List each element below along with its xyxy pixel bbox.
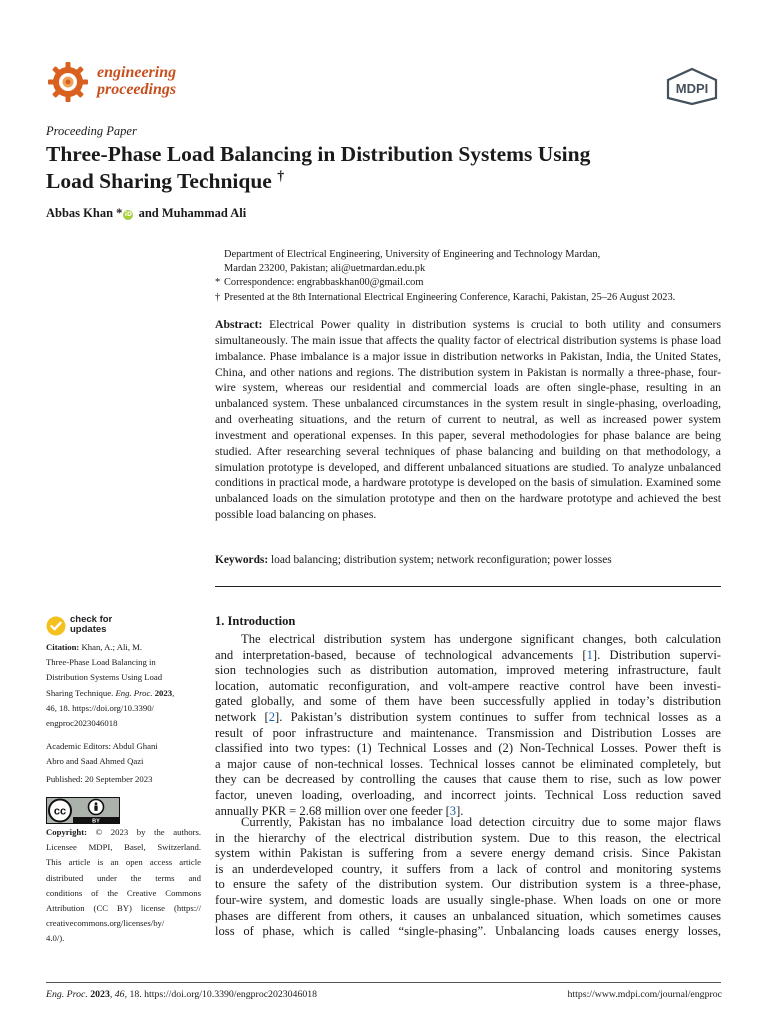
keywords-label: Keywords:	[215, 554, 269, 566]
copyright-line: © 2023 by the authors.	[87, 827, 201, 837]
cc-label: cc	[53, 805, 67, 818]
body-line: factor, uneven loading, overloading, and incorrect joints. Technical Loss reduction saved	[215, 787, 721, 802]
abstract-text: Electrical Power quality in distribution systems is crucial to both utility and consumers simultaneously. The main issue that affects the quality factor of electrical distribution systems is phase load imbalance. Phase imbalance is a major issue in distribution networks in Pakistan, India, the United States, China, and other nations and regions. The distribution system in Pakistan is normally a three-phase, four-wire system, whereas our residential and commercial loads are often single-phase, resulting in an unbalanced system. These unbalanced circumstances in the system result in single-phasing, overloading, and overheating situations, and the return of current to neutral, as well as increased power system investment and operational expenses. In this paper, several methodologies for phase balance are being studied. After researching several techniques of phase balancing and building on that methodology, a simulation prototype is developed, and different unbalanced situations are studied. To analyze unbalanced conditions in practical mode, a hardware prototype is developed on the basis of simulation. Examined some unbalanced loads on the simulation prototype and then on the hardware prototype and achieved the best possible load balancing on phases.	[215, 318, 721, 522]
orcid-icon[interactable]: iD	[124, 211, 132, 218]
footer-citation	[46, 989, 317, 1000]
body-line: classified into two types: (1) Technical Losses and (2) Non-Technical Losses. Power theft is	[215, 741, 721, 756]
journal-name-line2: proceedings	[97, 81, 177, 98]
presented-mark: †	[215, 291, 221, 303]
citation-doi-line[interactable]: 46, 18. https://doi.org/10.3390/	[46, 702, 154, 713]
check-line2: updates	[70, 624, 107, 635]
footer-volume: , 46	[109, 989, 125, 1000]
citation-block	[46, 640, 201, 731]
body-line: a major cause of non-technical losses. Technical losses cannot be eliminated completely, but	[215, 756, 721, 771]
correspondence-mark: *	[215, 277, 221, 289]
body-text: ].	[456, 803, 464, 818]
check-for-updates-icon[interactable]	[46, 616, 66, 636]
intro-paragraph-2	[215, 815, 721, 940]
journal-name-line1: engineering	[97, 64, 177, 81]
citation-line: Distribution Systems Using Load	[46, 672, 163, 683]
editors-line: Academic Editors: Abdul Ghani	[46, 741, 158, 751]
body-line: they can be decreased by controlling the causes that cause them to rise, such as low power	[215, 772, 721, 787]
published-date	[46, 772, 201, 787]
body-line: loss of phase, which is called “single-phasing”. Unbalancing loads causes energy losses,	[215, 924, 721, 939]
copyright-line: conditions of the Creative Commons	[46, 887, 201, 898]
footer-journal-url[interactable]: https://www.mdpi.com/journal/engproc	[567, 989, 722, 1000]
body-text: ]. Distribution supervi-	[592, 647, 722, 662]
copyright-line: Licensee MDPI, Basel, Switzerland.	[46, 842, 201, 853]
check-line1: check for	[70, 614, 113, 625]
body-line: gated globally, and some of them have been successfully applied in today’s distribution	[215, 694, 721, 709]
body-line: The electrical distribution system has undergone significant changes, both calculation	[241, 632, 721, 646]
paper-title	[46, 141, 696, 195]
citation-comma: ,	[172, 687, 175, 698]
copyright-line: This article is an open access article	[46, 857, 201, 868]
abstract-label: Abstract:	[215, 318, 263, 331]
correspondence-email[interactable]: Correspondence: engrabbaskhan00@gmail.com	[224, 277, 424, 289]
author-list	[46, 206, 246, 221]
body-line: four-wire system, and domestic loads are usually single-phase. When loads on one or more	[215, 892, 721, 907]
cc-by-license-icon[interactable]	[46, 797, 120, 824]
author-abbas-khan[interactable]: Abbas Khan *	[46, 206, 123, 220]
body-text: ]. Pakistan’s distribution system continues to suffer from technical losses as a	[275, 709, 721, 724]
keywords	[215, 553, 721, 568]
by-label: BY	[92, 818, 100, 824]
copyright-line[interactable]: Attribution (CC BY) license (https://	[46, 903, 201, 914]
affiliation-dept-line2: Mardan 23200, Pakistan; ali@uetmardan.edu.pk	[224, 263, 426, 275]
copyright-line: distributed under the terms and	[46, 872, 201, 883]
citation-line: Khan, A.; Ali, M.	[79, 642, 143, 652]
body-text: network [	[215, 709, 269, 724]
journal-logo-icon	[46, 60, 90, 104]
editors-line: Abro and Saad Ahmed Qazi	[46, 756, 144, 767]
reference-link-1[interactable]: 1	[586, 647, 593, 662]
body-line	[215, 648, 721, 664]
body-line: sion technologies such as distribution automation, improved metering infrastructure, fault	[215, 663, 721, 678]
footer-journal: Eng. Proc.	[46, 989, 88, 1000]
body-line: is an underdeveloped country, it suffers from a lack of control and monitoring systems	[215, 861, 721, 876]
presented-note: Presented at the 8th International Electrical Engineering Conference, Karachi, Pakistan, 25–26 August 2023.	[224, 291, 676, 303]
reference-link-2[interactable]: 2	[268, 709, 276, 724]
body-line: system within Pakistan is suffering from a severe energy demand crisis. Since Pakistan	[215, 846, 721, 861]
footer-doi[interactable]: , 18. https://doi.org/10.3390/engproc2023046018	[124, 989, 318, 1000]
affiliations	[215, 248, 735, 305]
reference-link-3[interactable]: 3	[449, 803, 457, 818]
copyright-label: Copyright:	[46, 827, 88, 837]
copyright-block	[46, 825, 201, 947]
footer-divider	[46, 982, 721, 983]
check-for-updates[interactable]	[70, 615, 112, 635]
body-line: phases are different from others, it causes an unbalanced situation, which sometimes causes	[215, 908, 721, 923]
footer-year: 2023	[87, 989, 110, 1000]
keywords-text: load balancing; distribution system; network reconfiguration; power losses	[271, 554, 612, 566]
abstract-divider	[215, 586, 721, 587]
title-line2: Load Sharing Technique	[46, 169, 272, 193]
copyright-line[interactable]: creativecommons.org/licenses/by/	[46, 918, 165, 929]
body-line: Currently, Pakistan has no imbalance load detection circuitry due to some major flaws	[241, 815, 721, 829]
journal-name	[97, 64, 176, 98]
body-line: to ensure the safety of the distribution system. Our distribution system is a three-phase,	[215, 877, 721, 892]
intro-paragraph-1	[215, 632, 721, 819]
mdpi-logo-text: MDPI	[675, 81, 709, 96]
citation-year: 2023	[152, 687, 173, 698]
body-text: and interpretation-based, because of technological advancements [	[215, 647, 587, 662]
body-line: in the hierarchy of the electrical distribution system. Due to this reason, the electrical	[215, 830, 721, 845]
title-line1: Three-Phase Load Balancing in Distribution Systems Using	[46, 142, 591, 166]
body-line: result of poor infrastructure and maintenance. Transmission and Distribution Losses are	[215, 725, 721, 740]
published-text: Published: 20 September 2023	[46, 774, 153, 784]
section-title: 1. Introduction	[215, 614, 296, 628]
body-text: annually PKR = 2.68 million over one feeder [	[215, 803, 450, 818]
abstract	[215, 317, 721, 523]
copyright-line[interactable]: 4.0/).	[46, 933, 65, 944]
citation-line: Three-Phase Load Balancing in	[46, 657, 156, 668]
body-line	[215, 710, 721, 726]
author-muhammad-ali[interactable]: and Muhammad Ali	[135, 206, 247, 220]
citation-line: Sharing Technique.	[46, 687, 116, 698]
title-dagger: †	[277, 169, 285, 184]
citation-journal: Eng. Proc.	[115, 687, 153, 698]
mdpi-logo[interactable]	[664, 67, 720, 105]
citation-label: Citation:	[46, 642, 80, 652]
affiliation-dept-line1: Department of Electrical Engineering, University of Engineering and Technology Mardan,	[224, 249, 601, 260]
paper-type: Proceeding Paper	[46, 124, 137, 138]
citation-doi-line[interactable]: engproc2023046018	[46, 718, 118, 729]
academic-editors	[46, 739, 201, 769]
body-line: location, automatic reconfiguration, and volt-ampere reactive control have been investi-	[215, 678, 721, 693]
